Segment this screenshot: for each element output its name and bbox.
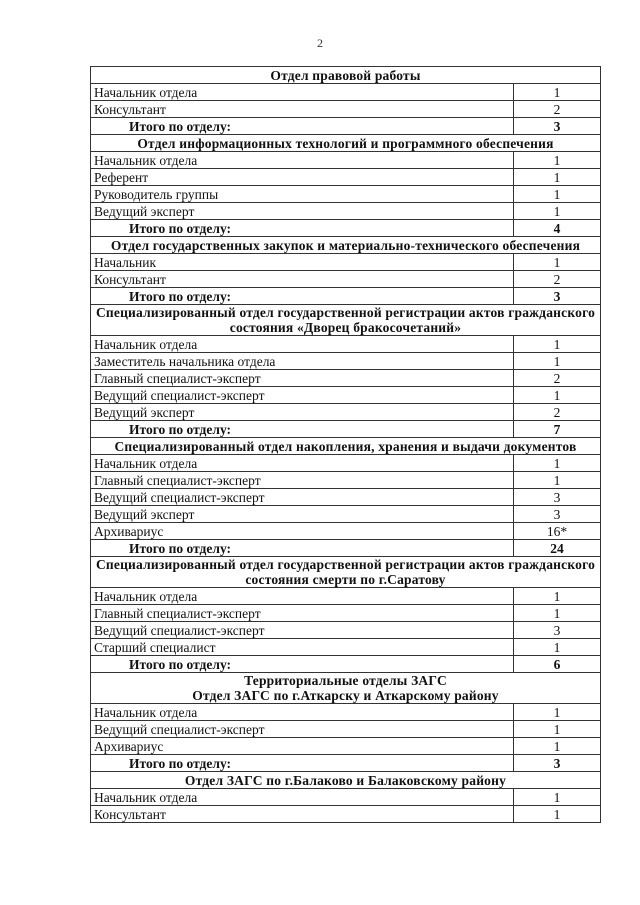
position-count: 3 [514, 489, 601, 506]
position-title: Ведущий специалист-эксперт [91, 721, 514, 738]
position-row [91, 84, 601, 101]
position-count: 1 [514, 336, 601, 353]
position-row [91, 254, 601, 271]
position-title: Начальник отдела [91, 84, 514, 101]
position-count: 2 [514, 370, 601, 387]
position-count: 1 [514, 588, 601, 605]
section-total-label: Итого по отделу: [91, 288, 514, 305]
staffing-table [90, 66, 601, 823]
position-count: 2 [514, 101, 601, 118]
section-heading [91, 237, 601, 254]
section-heading-line: Отдел государственных закупок и материально-технического обеспечения [110, 237, 581, 253]
section-heading-row [91, 438, 601, 455]
position-row [91, 387, 601, 404]
staffing-table-body [91, 67, 601, 823]
position-row [91, 370, 601, 387]
section-heading-line: Специализированный отдел накопления, хранения и выдачи документов [114, 438, 577, 454]
position-row [91, 523, 601, 540]
section-heading-row [91, 237, 601, 254]
position-count: 1 [514, 639, 601, 656]
position-title: Заместитель начальника отдела [91, 353, 514, 370]
position-title: Начальник отдела [91, 152, 514, 169]
position-title: Консультант [91, 271, 514, 288]
position-count: 1 [514, 353, 601, 370]
position-row [91, 169, 601, 186]
section-heading [91, 557, 601, 588]
position-row [91, 336, 601, 353]
position-count: 1 [514, 186, 601, 203]
section-total-value: 6 [514, 656, 601, 673]
position-count: 2 [514, 271, 601, 288]
position-row [91, 455, 601, 472]
section-heading-line: Специализированный отдел государственной регистрации актов гражданского состояния «Дворец бракосочетаний» [95, 305, 596, 335]
position-title: Консультант [91, 806, 514, 823]
position-title: Ведущий эксперт [91, 203, 514, 220]
position-row [91, 721, 601, 738]
position-row [91, 489, 601, 506]
page-number: 2 [317, 36, 323, 50]
position-title: Архивариус [91, 523, 514, 540]
section-total-row [91, 755, 601, 772]
position-row [91, 588, 601, 605]
position-row [91, 271, 601, 288]
position-title: Архивариус [91, 738, 514, 755]
position-row [91, 186, 601, 203]
position-count: 1 [514, 704, 601, 721]
section-heading-row [91, 305, 601, 336]
position-title: Начальник отдела [91, 336, 514, 353]
position-row [91, 738, 601, 755]
section-total-value: 4 [514, 220, 601, 237]
position-title: Начальник отдела [91, 588, 514, 605]
position-row [91, 605, 601, 622]
position-row [91, 806, 601, 823]
section-total-label: Итого по отделу: [91, 421, 514, 438]
position-row [91, 639, 601, 656]
position-count: 1 [514, 605, 601, 622]
position-row [91, 789, 601, 806]
position-count: 3 [514, 622, 601, 639]
position-count: 1 [514, 806, 601, 823]
position-count: 2 [514, 404, 601, 421]
section-total-label: Итого по отделу: [91, 540, 514, 557]
section-heading-line: Отдел информационных технологий и программного обеспечения [137, 135, 554, 151]
position-title: Начальник [91, 254, 514, 271]
position-title: Консультант [91, 101, 514, 118]
section-total-label: Итого по отделу: [91, 755, 514, 772]
position-count: 1 [514, 455, 601, 472]
position-row [91, 704, 601, 721]
section-total-row [91, 220, 601, 237]
position-count: 1 [514, 169, 601, 186]
section-heading-row [91, 772, 601, 789]
position-title: Старший специалист [91, 639, 514, 656]
section-total-value: 3 [514, 118, 601, 135]
position-title: Референт [91, 169, 514, 186]
section-total-row [91, 540, 601, 557]
section-heading-line: Отдел ЗАГС по г.Балаково и Балаковскому району [184, 772, 507, 788]
section-total-label: Итого по отделу: [91, 656, 514, 673]
section-total-row [91, 118, 601, 135]
section-heading-row [91, 673, 601, 704]
position-count: 16* [514, 523, 601, 540]
position-title: Ведущий специалист-эксперт [91, 622, 514, 639]
section-total-row [91, 421, 601, 438]
section-heading-row [91, 67, 601, 84]
section-heading-row [91, 557, 601, 588]
section-heading [91, 772, 601, 789]
position-count: 1 [514, 789, 601, 806]
position-title: Начальник отдела [91, 704, 514, 721]
position-count: 1 [514, 721, 601, 738]
section-total-value: 24 [514, 540, 601, 557]
section-total-row [91, 656, 601, 673]
section-heading [91, 673, 601, 704]
position-row [91, 203, 601, 220]
section-heading-line: Территориальные отделы ЗАГС [244, 673, 447, 688]
section-heading [91, 135, 601, 152]
position-count: 1 [514, 472, 601, 489]
section-heading [91, 67, 601, 84]
section-total-label: Итого по отделу: [91, 220, 514, 237]
position-count: 1 [514, 152, 601, 169]
section-total-row [91, 288, 601, 305]
section-heading-line: Специализированный отдел государственной регистрации актов гражданского состояния смерти по г.Саратову [95, 557, 596, 587]
position-title: Руководитель группы [91, 186, 514, 203]
position-count: 3 [514, 506, 601, 523]
position-row [91, 101, 601, 118]
position-count: 1 [514, 203, 601, 220]
position-title: Главный специалист-эксперт [91, 472, 514, 489]
position-row [91, 472, 601, 489]
position-row [91, 506, 601, 523]
position-title: Начальник отдела [91, 455, 514, 472]
position-title: Главный специалист-эксперт [91, 370, 514, 387]
position-title: Ведущий эксперт [91, 404, 514, 421]
section-total-value: 3 [514, 755, 601, 772]
section-heading [91, 438, 601, 455]
section-heading-line: Отдел ЗАГС по г.Аткарску и Аткарскому району [192, 688, 499, 703]
section-total-value: 3 [514, 288, 601, 305]
position-count: 1 [514, 387, 601, 404]
section-total-label: Итого по отделу: [91, 118, 514, 135]
position-count: 1 [514, 84, 601, 101]
position-row [91, 152, 601, 169]
position-title: Ведущий эксперт [91, 506, 514, 523]
section-total-value: 7 [514, 421, 601, 438]
position-title: Ведущий специалист-эксперт [91, 387, 514, 404]
position-row [91, 622, 601, 639]
position-count: 1 [514, 738, 601, 755]
section-heading-line: Отдел правовой работы [270, 67, 421, 83]
position-row [91, 404, 601, 421]
position-title: Ведущий специалист-эксперт [91, 489, 514, 506]
position-title: Начальник отдела [91, 789, 514, 806]
section-heading-row [91, 135, 601, 152]
section-heading [91, 305, 601, 336]
position-row [91, 353, 601, 370]
position-title: Главный специалист-эксперт [91, 605, 514, 622]
position-count: 1 [514, 254, 601, 271]
